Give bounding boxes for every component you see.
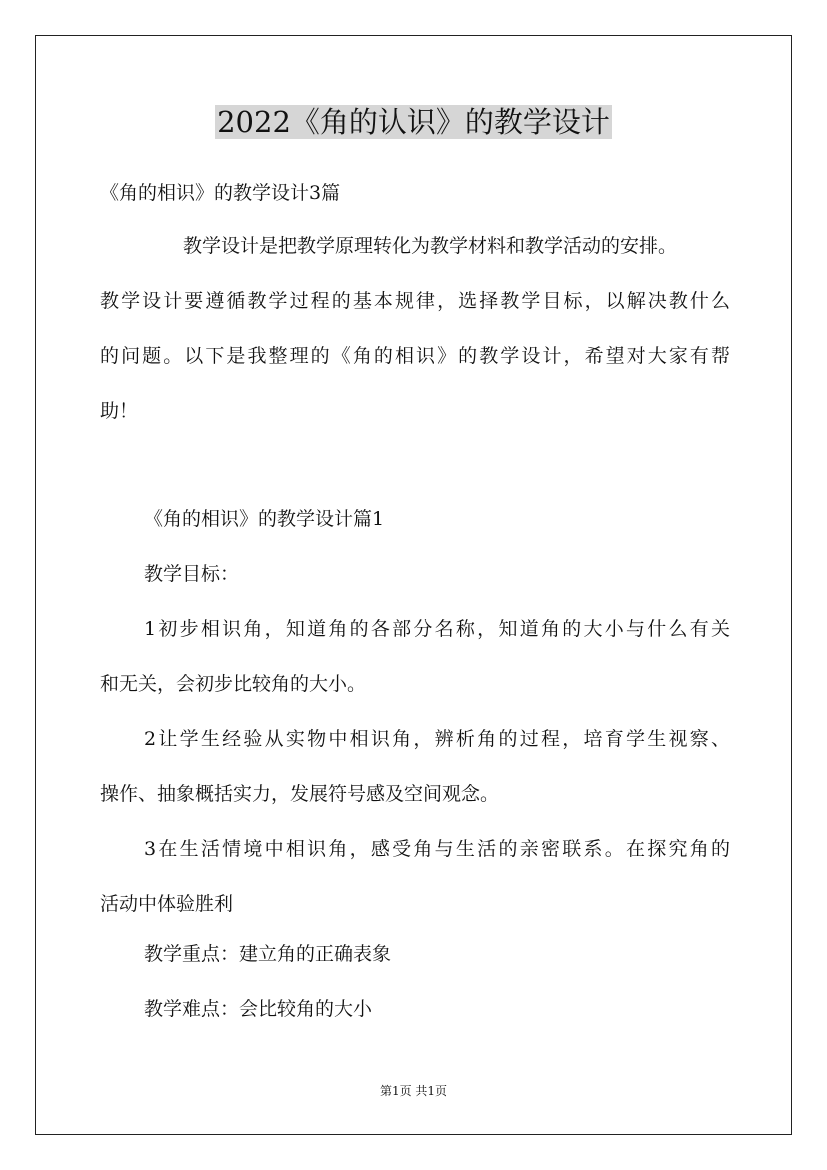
key-point: 教学重点：建立角的正确表象 [144, 943, 392, 965]
page-footer: 第1页 共1页 [379, 1084, 448, 1098]
intro-line-4: 助！ [100, 400, 139, 422]
intro-line-3: 的问题。以下是我整理的《角的相识》的教学设计，希望对大家有帮 [100, 345, 730, 367]
goal-2-line-1: 2让学生经验从实物中相识角，辨析角的过程，培育学生视察、 [144, 728, 730, 750]
goal-3-line-1: 3在生活情境中相识角，感受角与生活的亲密联系。在探究角的 [144, 838, 730, 860]
difficulty: 教学难点：会比较角的大小 [144, 998, 373, 1020]
section-heading: 《角的相识》的教学设计篇1 [144, 508, 385, 530]
intro-line-1: 教学设计是把教学原理转化为教学材料和教学活动的安排。 [183, 235, 678, 257]
goal-2-line-2: 操作、抽象概括实力，发展符号感及空间观念。 [100, 783, 500, 805]
document-title: 2022《角的认识》的教学设计 [217, 105, 610, 139]
goals-label: 教学目标： [144, 563, 240, 585]
goal-3-line-2: 活动中体验胜利 [100, 893, 234, 915]
goal-1-line-1: 1初步相识角，知道角的各部分名称，知道角的大小与什么有关 [144, 618, 730, 640]
intro-line-2: 教学设计要遵循教学过程的基本规律，选择教学目标，以解决教什么 [100, 290, 730, 312]
document-subtitle: 《角的相识》的教学设计3篇 [100, 182, 341, 204]
goal-1-line-2: 和无关，会初步比较角的大小。 [100, 673, 367, 695]
